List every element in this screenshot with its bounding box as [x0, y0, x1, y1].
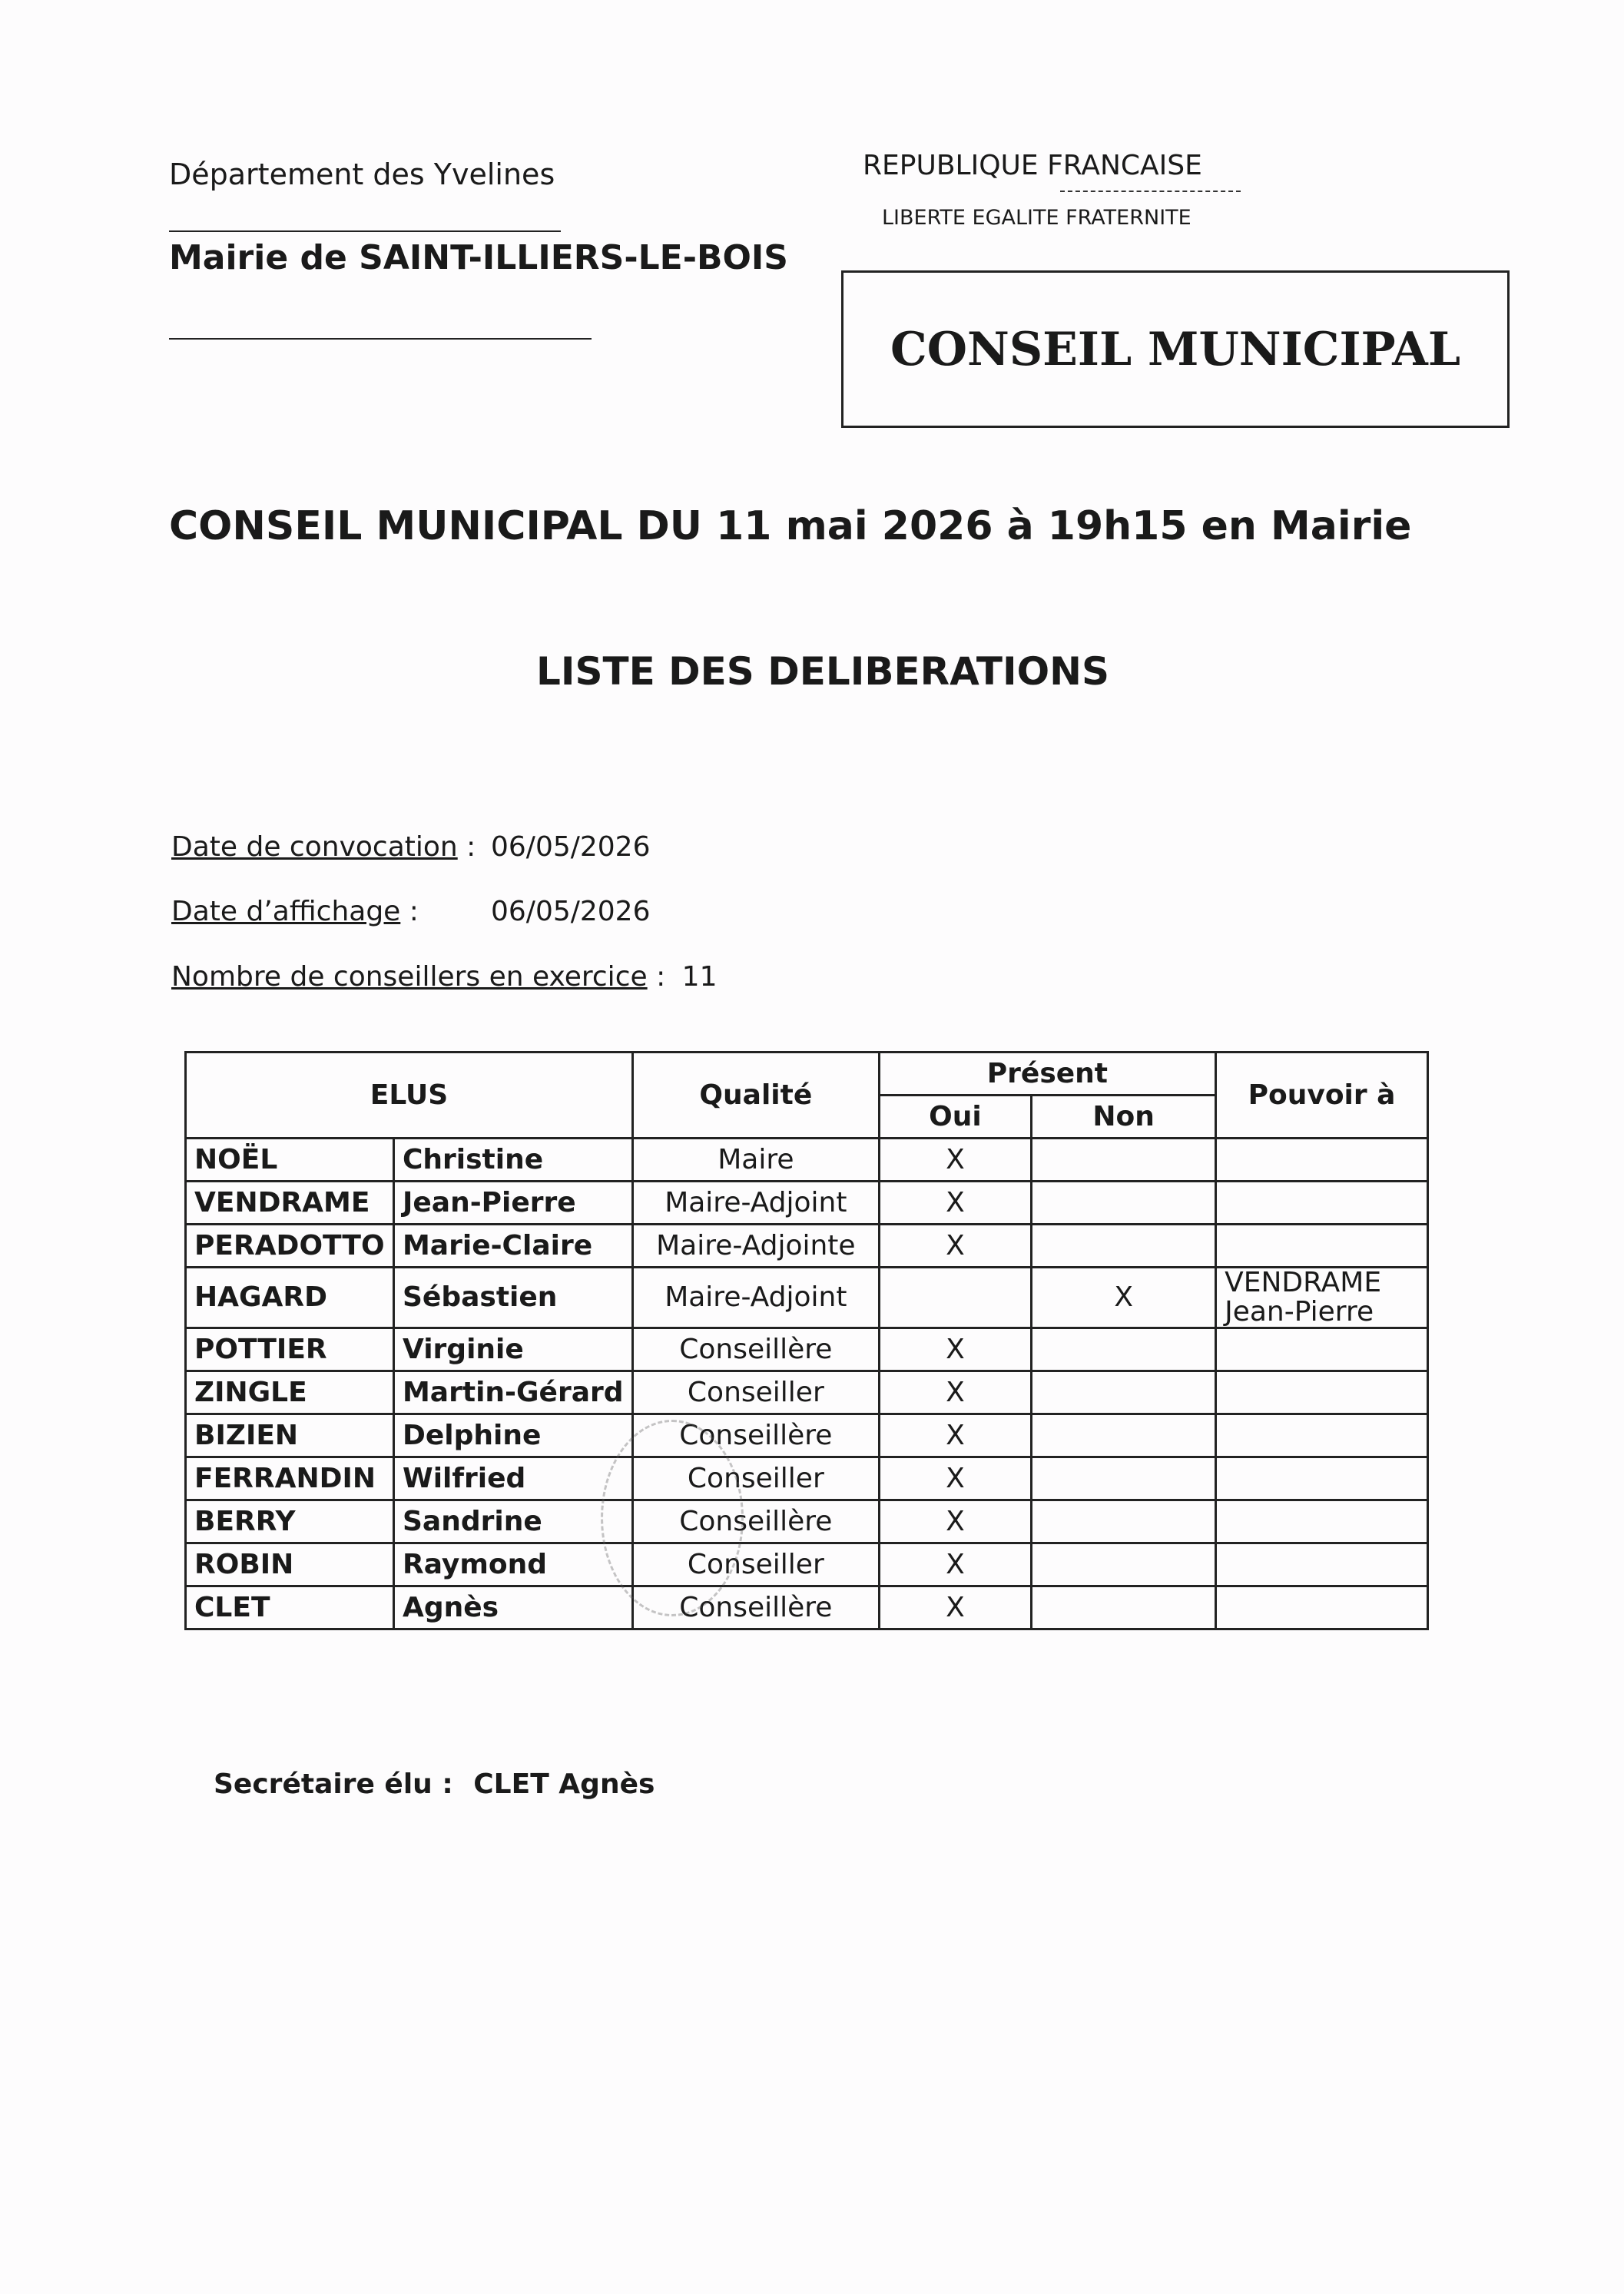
present-oui-cell: X: [879, 1139, 1032, 1182]
divider: [169, 338, 592, 340]
qualite-cell: Conseiller: [632, 1371, 879, 1414]
republique-label: REPUBLIQUE FRANCAISE: [863, 150, 1202, 181]
elus-table: [184, 1051, 1429, 1630]
prenom-cell: Wilfried: [393, 1457, 632, 1500]
prenom-cell: Christine: [393, 1139, 632, 1182]
affichage-separator: :: [400, 896, 419, 927]
qualite-cell: Conseillère: [632, 1500, 879, 1543]
present-non-cell: [1032, 1457, 1216, 1500]
present-non-cell: [1032, 1371, 1216, 1414]
page-subtitle: LISTE DES DELIBERATIONS: [536, 649, 1109, 694]
nom-cell: ZINGLE: [186, 1371, 394, 1414]
divider: [169, 230, 561, 232]
prenom-cell: Marie-Claire: [393, 1225, 632, 1268]
affichage-row: [171, 896, 651, 927]
conseillers-label: Nombre de conseillers en exercice: [171, 961, 648, 993]
prenom-cell: Martin-Gérard: [393, 1371, 632, 1414]
nom-cell: CLET: [186, 1586, 394, 1629]
present-non-cell: [1032, 1225, 1216, 1268]
qualite-cell: Conseillère: [632, 1328, 879, 1371]
mairie-name: Mairie de SAINT-ILLIERS-LE-BOIS: [169, 238, 788, 277]
present-oui-cell: X: [879, 1182, 1032, 1225]
pouvoir-cell: [1216, 1139, 1428, 1182]
page-title: CONSEIL MUNICIPAL DU 11 mai 2026 à 19h15 en Mairie: [169, 503, 1412, 549]
header-non: Non: [1032, 1096, 1216, 1139]
header-pouvoir: Pouvoir à: [1216, 1053, 1428, 1139]
header-present: Présent: [879, 1053, 1215, 1096]
divider: [1060, 191, 1241, 192]
present-non-cell: X: [1032, 1268, 1216, 1328]
present-non-cell: [1032, 1328, 1216, 1371]
table-row: [186, 1139, 1428, 1182]
convocation-separator: :: [457, 831, 476, 863]
nom-cell: FERRANDIN: [186, 1457, 394, 1500]
present-oui-cell: [879, 1268, 1032, 1328]
present-non-cell: [1032, 1414, 1216, 1457]
conseillers-separator: :: [647, 961, 666, 993]
pouvoir-cell: [1216, 1268, 1428, 1328]
present-oui-cell: X: [879, 1328, 1032, 1371]
qualite-cell: Maire: [632, 1139, 879, 1182]
present-oui-cell: X: [879, 1500, 1032, 1543]
nom-cell: BERRY: [186, 1500, 394, 1543]
present-oui-cell: X: [879, 1225, 1032, 1268]
nom-cell: VENDRAME: [186, 1182, 394, 1225]
affichage-label: Date d’affichage: [171, 896, 401, 927]
pouvoir-cell: [1216, 1371, 1428, 1414]
table-row: [186, 1586, 1428, 1629]
pouvoir-cell: [1216, 1543, 1428, 1586]
nom-cell: HAGARD: [186, 1268, 394, 1328]
present-oui-cell: X: [879, 1414, 1032, 1457]
qualite-cell: Conseillère: [632, 1586, 879, 1629]
present-non-cell: [1032, 1182, 1216, 1225]
convocation-value: 06/05/2026: [491, 831, 651, 863]
qualite-cell: Conseillère: [632, 1414, 879, 1457]
affichage-value: 06/05/2026: [491, 896, 651, 927]
pouvoir-cell: [1216, 1414, 1428, 1457]
prenom-cell: Sandrine: [393, 1500, 632, 1543]
nom-cell: BIZIEN: [186, 1414, 394, 1457]
prenom-cell: Agnès: [393, 1586, 632, 1629]
conseillers-row: [171, 961, 717, 993]
present-non-cell: [1032, 1586, 1216, 1629]
pouvoir-prenom: Jean-Pierre: [1225, 1295, 1374, 1328]
prenom-cell: Sébastien: [393, 1268, 632, 1328]
nom-cell: ROBIN: [186, 1543, 394, 1586]
pouvoir-cell: [1216, 1328, 1428, 1371]
table-row: [186, 1500, 1428, 1543]
conseil-municipal-box: [841, 270, 1510, 428]
table-row: [186, 1543, 1428, 1586]
table-row: [186, 1225, 1428, 1268]
nom-cell: PERADOTTO: [186, 1225, 394, 1268]
pouvoir-cell: [1216, 1500, 1428, 1543]
present-non-cell: [1032, 1500, 1216, 1543]
present-oui-cell: X: [879, 1457, 1032, 1500]
qualite-cell: Conseiller: [632, 1543, 879, 1586]
qualite-cell: Maire-Adjoint: [632, 1268, 879, 1328]
prenom-cell: Raymond: [393, 1543, 632, 1586]
qualite-cell: Conseiller: [632, 1457, 879, 1500]
table-row: [186, 1414, 1428, 1457]
conseil-municipal-box-title: CONSEIL MUNICIPAL: [890, 322, 1461, 376]
qualite-cell: Maire-Adjointe: [632, 1225, 879, 1268]
prenom-cell: Virginie: [393, 1328, 632, 1371]
present-oui-cell: X: [879, 1543, 1032, 1586]
nom-cell: NOËL: [186, 1139, 394, 1182]
prenom-cell: Jean-Pierre: [393, 1182, 632, 1225]
table-row: [186, 1457, 1428, 1500]
convocation-label: Date de convocation: [171, 831, 458, 863]
convocation-row: [171, 831, 651, 863]
table-row: [186, 1371, 1428, 1414]
table-row: [186, 1182, 1428, 1225]
secretaire-value: CLET Agnès: [473, 1769, 655, 1800]
present-non-cell: [1032, 1139, 1216, 1182]
pouvoir-nom: VENDRAME: [1225, 1267, 1382, 1298]
present-oui-cell: X: [879, 1586, 1032, 1629]
table-row: [186, 1268, 1428, 1328]
header-qualite: Qualité: [632, 1053, 879, 1139]
mairie-stamp: [601, 1420, 744, 1616]
header-oui: Oui: [879, 1096, 1032, 1139]
pouvoir-cell: [1216, 1586, 1428, 1629]
qualite-cell: Maire-Adjoint: [632, 1182, 879, 1225]
departement-label: Département des Yvelines: [169, 157, 555, 191]
pouvoir-cell: [1216, 1457, 1428, 1500]
present-oui-cell: X: [879, 1371, 1032, 1414]
table-row: [186, 1328, 1428, 1371]
prenom-cell: Delphine: [393, 1414, 632, 1457]
table-header-row: [186, 1053, 1428, 1096]
secretaire-label: Secrétaire élu :: [214, 1769, 453, 1800]
header-elus: ELUS: [186, 1053, 633, 1139]
nom-cell: POTTIER: [186, 1328, 394, 1371]
conseillers-value: 11: [681, 961, 718, 993]
devise-label: LIBERTE EGALITE FRATERNITE: [882, 206, 1191, 230]
present-non-cell: [1032, 1543, 1216, 1586]
pouvoir-cell: [1216, 1182, 1428, 1225]
secretaire-line: [214, 1769, 655, 1800]
pouvoir-cell: [1216, 1225, 1428, 1268]
